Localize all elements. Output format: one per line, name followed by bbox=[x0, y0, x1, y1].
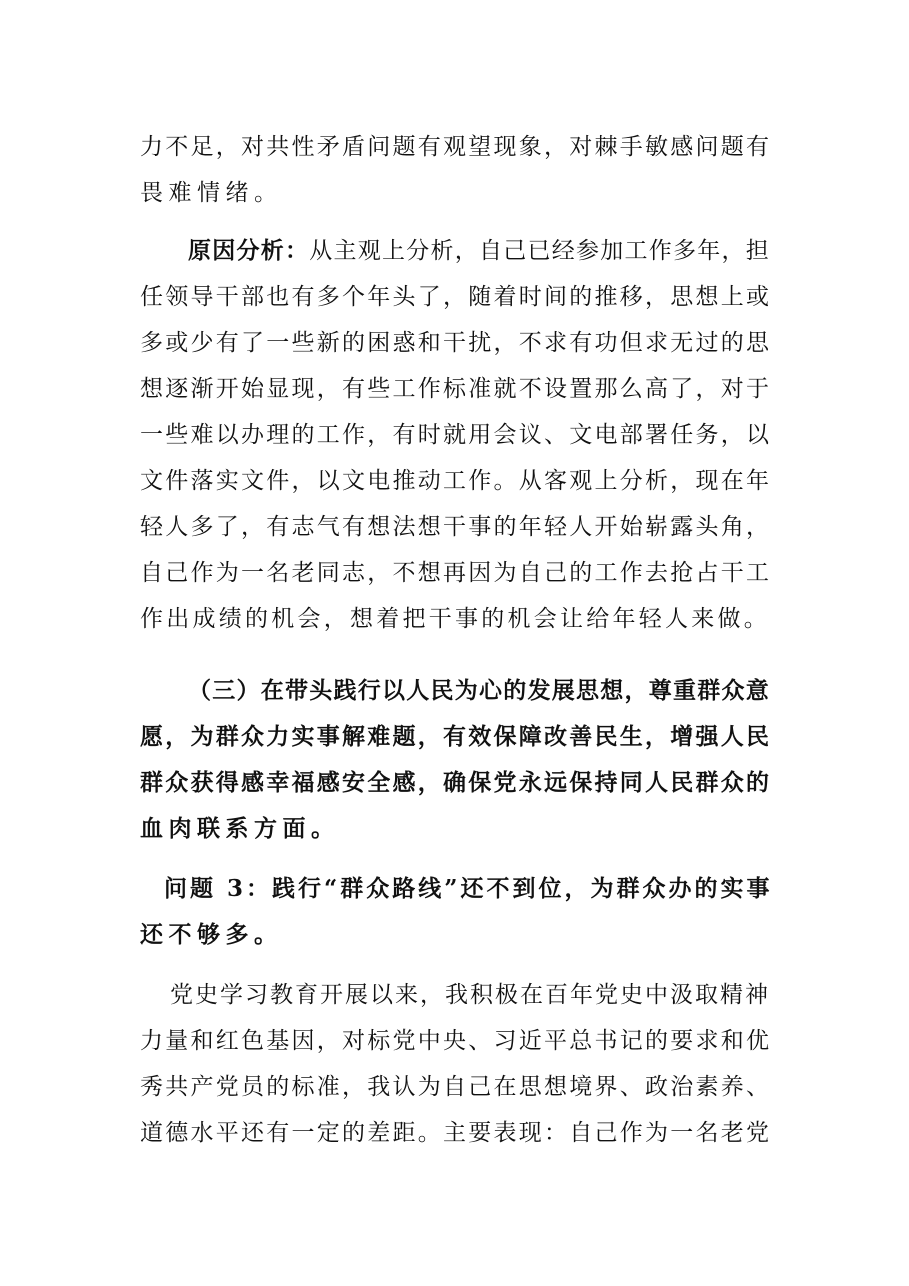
paragraph-cause-analysis bbox=[140, 228, 772, 642]
text-line: 畏难情绪。 bbox=[140, 180, 283, 206]
text-line: 想逐渐开始显现，有些工作标准就不设置那么高了，对于 bbox=[140, 376, 772, 402]
paragraph-party-history bbox=[140, 972, 772, 1156]
text-line: 党史学习教育开展以来，我积极在百年党史中汲取精神 bbox=[170, 982, 770, 1008]
text-line: 自己作为一名老同志，不想再因为自己的工作去抢占干工 bbox=[140, 560, 772, 586]
paragraph-1 bbox=[140, 124, 772, 216]
heading-line: 血肉联系方面。 bbox=[140, 815, 340, 842]
text-line: 多或少有了一些新的困惑和干扰，不求有功但求无过的思 bbox=[140, 330, 772, 356]
text-line: 力量和红色基因，对标党中央、习近平总书记的要求和优 bbox=[140, 1028, 772, 1054]
text-line: 秀共产党员的标准，我认为自己在思想境界、政治素养、 bbox=[140, 1074, 772, 1100]
text-line: 一些难以办理的工作，有时就用会议、文电部署任务，以 bbox=[140, 422, 772, 448]
text-line: 力不足，对共性矛盾问题有观望现象，对棘手敏感问题有 bbox=[140, 134, 772, 160]
text-line: 作出成绩的机会，想着把干事的机会让给年轻人来做。 bbox=[140, 606, 770, 632]
text-line: 轻人多了，有志气有想法想干事的年轻人开始崭露头角， bbox=[140, 514, 772, 540]
text-line: 道德水平还有一定的差距。主要表现：自己作为一名老党 bbox=[140, 1120, 772, 1146]
cause-analysis-label: 原因分析： bbox=[188, 237, 310, 264]
heading-line: （三）在带头践行以人民为心的发展思想，尊重群众意 bbox=[188, 677, 770, 704]
text-line: 从主观上分析，自己已经参加工作多年，担 bbox=[309, 238, 770, 264]
heading-line: 愿，为群众力实事解难题，有效保障改善民生，增强人民 bbox=[140, 723, 772, 750]
issue-three-heading bbox=[140, 866, 772, 958]
heading-line: 问题 3：践行“群众路线”还不到位，为群众办的实事 bbox=[164, 875, 773, 902]
text-line: 文件落实文件，以文电推动工作。从客观上分析，现在年 bbox=[140, 468, 772, 494]
heading-line: 群众获得感幸福感安全感，确保党永远保持同人民群众的 bbox=[140, 769, 772, 796]
heading-line: 还不够多。 bbox=[140, 921, 283, 948]
text-line-lead bbox=[140, 228, 772, 274]
text-line: 任领导干部也有多个年头了，随着时间的推移，思想上或 bbox=[140, 284, 772, 310]
section-heading-three bbox=[140, 668, 772, 852]
